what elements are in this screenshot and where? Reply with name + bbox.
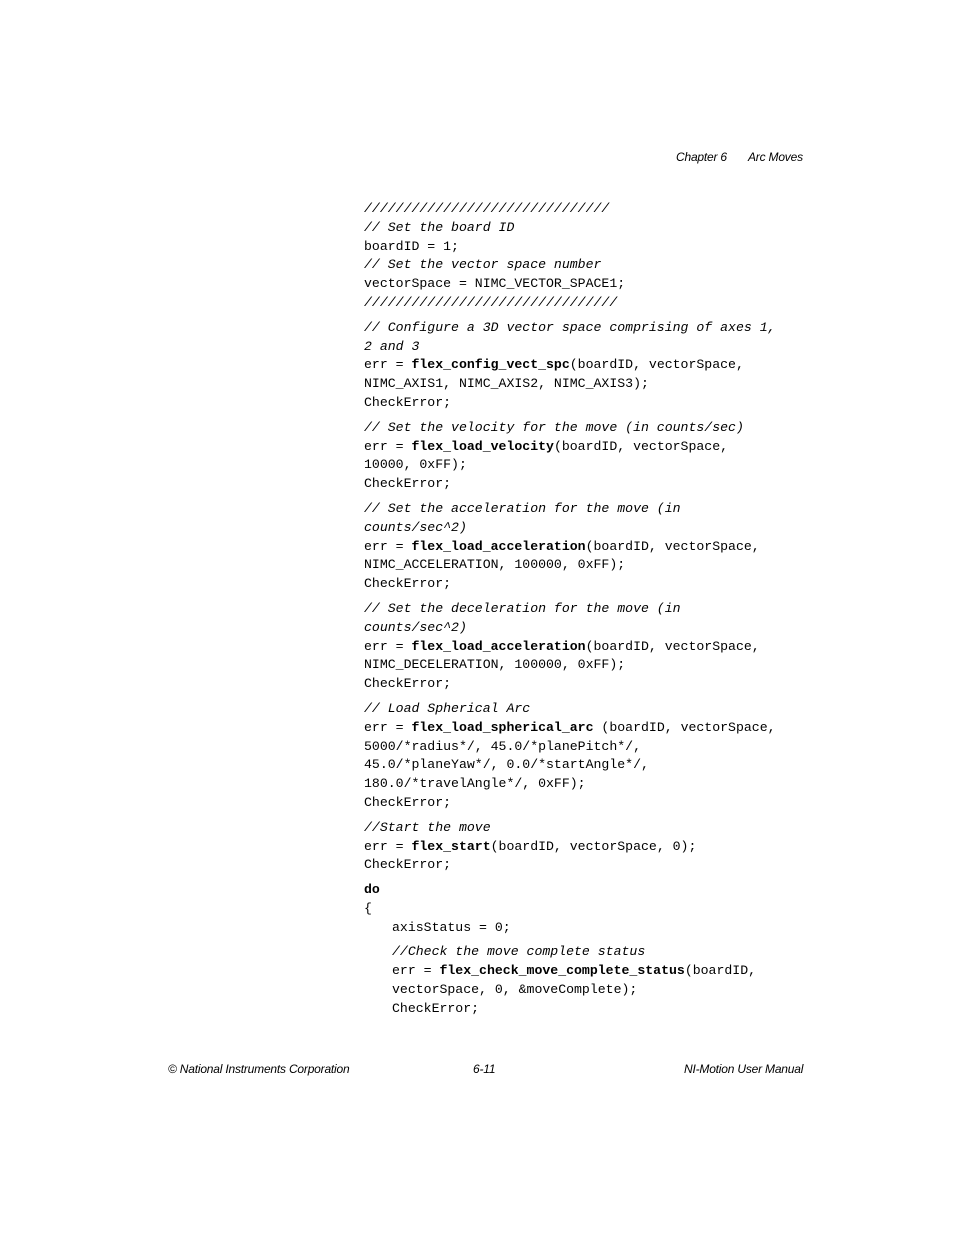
code-text: err = — [364, 719, 412, 735]
code-line — [364, 538, 804, 557]
code-line: NIMC_ACCELERATION, 100000, 0xFF); — [364, 557, 626, 573]
code-line — [364, 356, 804, 375]
code-line — [364, 838, 804, 857]
code-line: boardID = 1; — [364, 238, 459, 254]
code-block-spherical-arc — [364, 700, 804, 813]
code-line — [364, 638, 804, 657]
code-block-config-vector-space — [364, 319, 804, 413]
code-text: (boardID, — [684, 963, 757, 979]
code-text: err = — [364, 838, 412, 854]
code-line: NIMC_AXIS1, NIMC_AXIS2, NIMC_AXIS3); — [364, 376, 649, 392]
code-line: CheckError; — [364, 476, 452, 492]
footer-manual-title: NI-Motion User Manual — [684, 1062, 804, 1076]
code-line: vectorSpace = NIMC_VECTOR_SPACE1; — [364, 276, 626, 292]
code-text: (boardID, vectorSpace, — [585, 638, 760, 654]
code-comment: // Configure a 3D vector space comprising of axes 1, — [364, 319, 776, 335]
code-comment: counts/sec^2) — [364, 519, 467, 535]
code-listing — [364, 200, 804, 1025]
code-line: CheckError; — [364, 794, 452, 810]
code-comment: /////////////////////////////// — [364, 201, 610, 216]
code-text: err = — [364, 638, 412, 654]
code-line: CheckError; — [364, 676, 452, 692]
code-line — [364, 438, 804, 457]
code-text: err = — [364, 438, 412, 454]
code-block-check-complete — [364, 943, 804, 1018]
code-block-velocity — [364, 419, 804, 494]
code-line: CheckError; — [392, 1000, 480, 1016]
code-comment: //Check the move complete status — [392, 944, 646, 960]
code-text: (boardID, vectorSpace, — [585, 538, 760, 554]
keyword-do: do — [364, 882, 380, 898]
header-section-title: Arc Moves — [748, 150, 803, 164]
code-line: 180.0/*travelAngle*/, 0xFF); — [364, 776, 586, 792]
code-text: (boardID, vectorSpace, 0); — [490, 838, 697, 854]
code-line — [364, 962, 804, 981]
code-line: 45.0/*planeYaw*/, 0.0/*startAngle*/, — [364, 757, 649, 773]
code-line: axisStatus = 0; — [392, 919, 511, 935]
code-line: { — [364, 900, 372, 916]
code-line: CheckError; — [364, 857, 452, 873]
function-name: flex_load_velocity — [411, 438, 554, 454]
code-comment: // Set the board ID — [364, 219, 515, 235]
code-comment: // Set the deceleration for the move (in — [364, 600, 681, 616]
code-comment: // Load Spherical Arc — [364, 700, 531, 716]
code-block-acceleration — [364, 500, 804, 594]
function-name: flex_load_spherical_arc — [411, 719, 594, 735]
code-text: (boardID, vectorSpace, — [553, 438, 729, 454]
code-line: CheckError; — [364, 394, 452, 410]
code-line: 10000, 0xFF); — [364, 457, 467, 473]
code-comment: //////////////////////////////// — [364, 294, 618, 310]
code-comment: 2 and 3 — [364, 338, 420, 354]
code-comment: // Set the vector space number — [364, 257, 602, 273]
function-name: flex_check_move_complete_status — [439, 963, 685, 979]
function-name: flex_load_acceleration — [411, 638, 586, 654]
code-comment: counts/sec^2) — [364, 619, 467, 635]
code-text: err = — [392, 963, 440, 979]
function-name: flex_start — [411, 838, 491, 854]
code-line: NIMC_DECELERATION, 100000, 0xFF); — [364, 657, 626, 673]
code-block-deceleration — [364, 600, 804, 694]
function-name: flex_load_acceleration — [411, 538, 586, 554]
code-text: (boardID, vectorSpace, — [569, 357, 744, 373]
code-block-do-loop — [364, 881, 804, 937]
code-text: err = — [364, 538, 412, 554]
code-block-init — [364, 200, 804, 313]
footer-page-number: 6-11 — [473, 1062, 496, 1076]
code-line: 5000/*radius*/, 45.0/*planePitch*/, — [364, 738, 641, 754]
footer-copyright: © National Instruments Corporation — [168, 1062, 350, 1076]
header-chapter: Chapter 6 — [676, 150, 727, 164]
code-line — [364, 719, 804, 738]
code-text: (boardID, vectorSpace, — [593, 719, 776, 735]
code-comment: //Start the move — [364, 819, 491, 835]
function-name: flex_config_vect_spc — [411, 357, 570, 373]
code-text: err = — [364, 357, 412, 373]
code-block-start — [364, 819, 804, 875]
code-comment: // Set the acceleration for the move (in — [364, 500, 681, 516]
code-line: vectorSpace, 0, &moveComplete); — [392, 982, 638, 998]
code-comment: // Set the velocity for the move (in counts/sec) — [364, 419, 744, 435]
code-line: CheckError; — [364, 576, 452, 592]
code-keyword-line — [364, 881, 804, 900]
